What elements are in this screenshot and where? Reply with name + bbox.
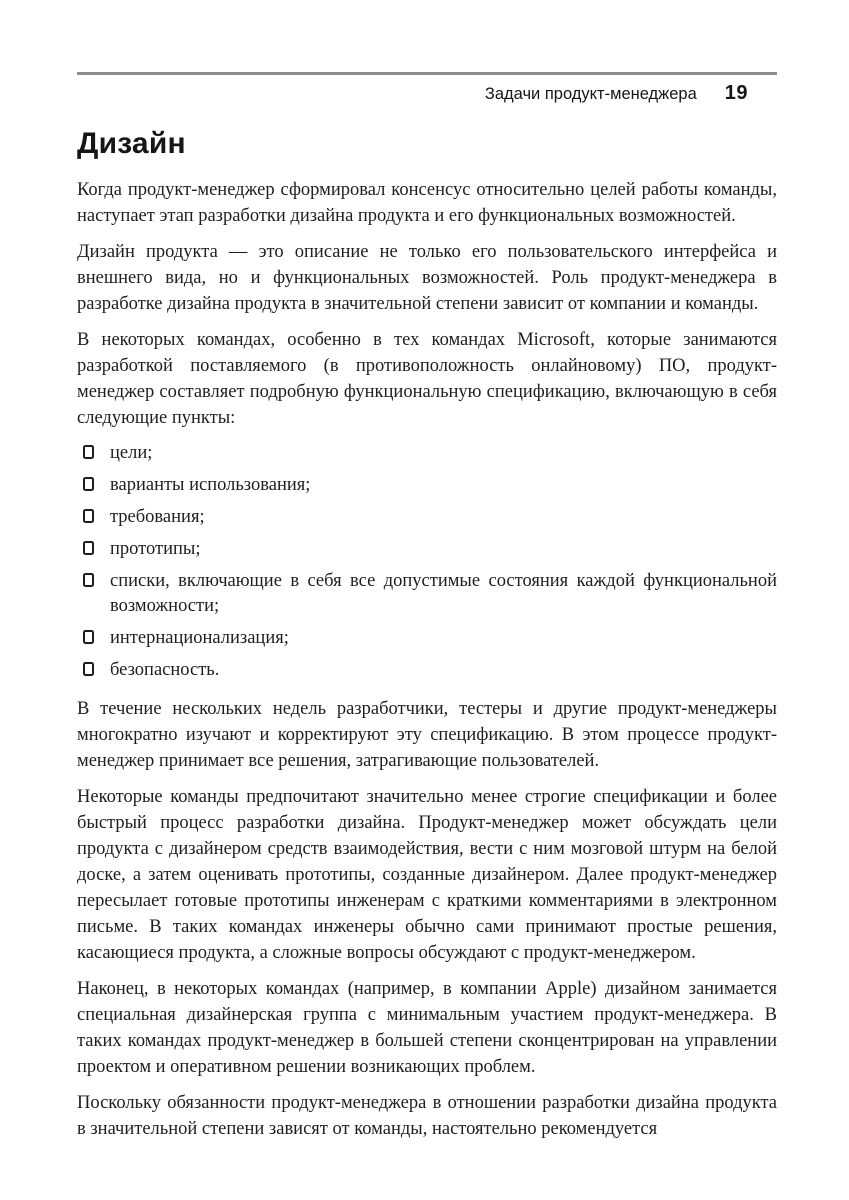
list-item (77, 569, 777, 619)
list-item (77, 626, 777, 651)
checkbox-bullet-icon (83, 573, 94, 587)
running-head-title: Задачи продукт-менеджера (484, 85, 697, 103)
paragraph-5: Некоторые команды предпочитают значительно менее строгие спецификации и более быстрый процесс разработки дизайна. Продукт-менеджер может обсуждать цели продукта с дизайнером средств взаимодействия, вести с ним мозговой штурм на белой доске, а затем оценивать прототипы, созданные дизайнером. Далее продукт-менеджер пересылает готовые прототипы инженерам с краткими комментариями в электронном письме. В таких командах инженеры обычно сами принимают простые решения, касающиеся продукта, а сложные вопросы обсуждают с продукт-менеджером. (77, 787, 777, 963)
running-head (77, 72, 777, 105)
list-item (77, 473, 777, 498)
checkbox-bullet-icon (83, 477, 94, 491)
list-item-text: требования; (110, 507, 205, 527)
paragraph-2: Дизайн продукта — это описание не только его пользовательского интерфейса и внешнего вида, но и функциональных возможностей. Роль продукт-менеджера в разработке дизайна продукта в значительной степени зависит от компании и команды. (77, 242, 777, 314)
list-item (77, 658, 777, 683)
checkbox-bullet-icon (83, 662, 94, 676)
checkbox-bullet-icon (83, 630, 94, 644)
section-title: Дизайн (77, 127, 186, 160)
page-content (77, 0, 777, 1152)
list-item-text: варианты использования; (110, 475, 311, 495)
spec-list (77, 441, 777, 683)
paragraph-3: В некоторых командах, особенно в тех командах Microsoft, которые занимаются разработкой поставляемого (в противоположность онлайновому) ПО, продукт-менеджер составляет подробную функциональную спецификацию, включающую в себя следующие пункты: (77, 330, 777, 428)
paragraph-1: Когда продукт-менеджер сформировал консенсус относительно целей работы команды, наступает этап разработки дизайна продукта и его функциональных возможностей. (77, 180, 777, 226)
list-item (77, 505, 777, 530)
checkbox-bullet-icon (83, 541, 94, 555)
checkbox-bullet-icon (83, 445, 94, 459)
paragraph-6: Наконец, в некоторых командах (например, в компании Apple) дизайном занимается специальная дизайнерская группа с минимальным участием продукт-менеджера. В таких командах продукт-менеджер в большей степени сконцентрирован на управлении проектом и оперативном решении возникающих проблем. (77, 979, 777, 1077)
paragraph-4: В течение нескольких недель разработчики, тестеры и другие продукт-менеджеры многократно изучают и корректируют эту спецификацию. В этом процессе продукт-менеджер принимает все решения, затрагивающие пользователей. (77, 699, 777, 771)
list-item-text: безопасность. (110, 660, 220, 680)
list-item (77, 441, 777, 466)
checkbox-bullet-icon (83, 509, 94, 523)
list-item-text: списки, включающие в себя все допустимые состояния каждой функциональной возможности; (110, 571, 777, 616)
list-item-text: цели; (110, 443, 153, 463)
list-item-text: интернационализация; (110, 628, 289, 648)
page-number: 19 (724, 82, 748, 104)
list-item-text: прототипы; (110, 539, 201, 559)
list-item (77, 537, 777, 562)
paragraph-7: Поскольку обязанности продукт-менеджера в отношении разработки дизайна продукта в значительной степени зависят от команды, настоятельно рекомендуется (77, 1093, 777, 1139)
